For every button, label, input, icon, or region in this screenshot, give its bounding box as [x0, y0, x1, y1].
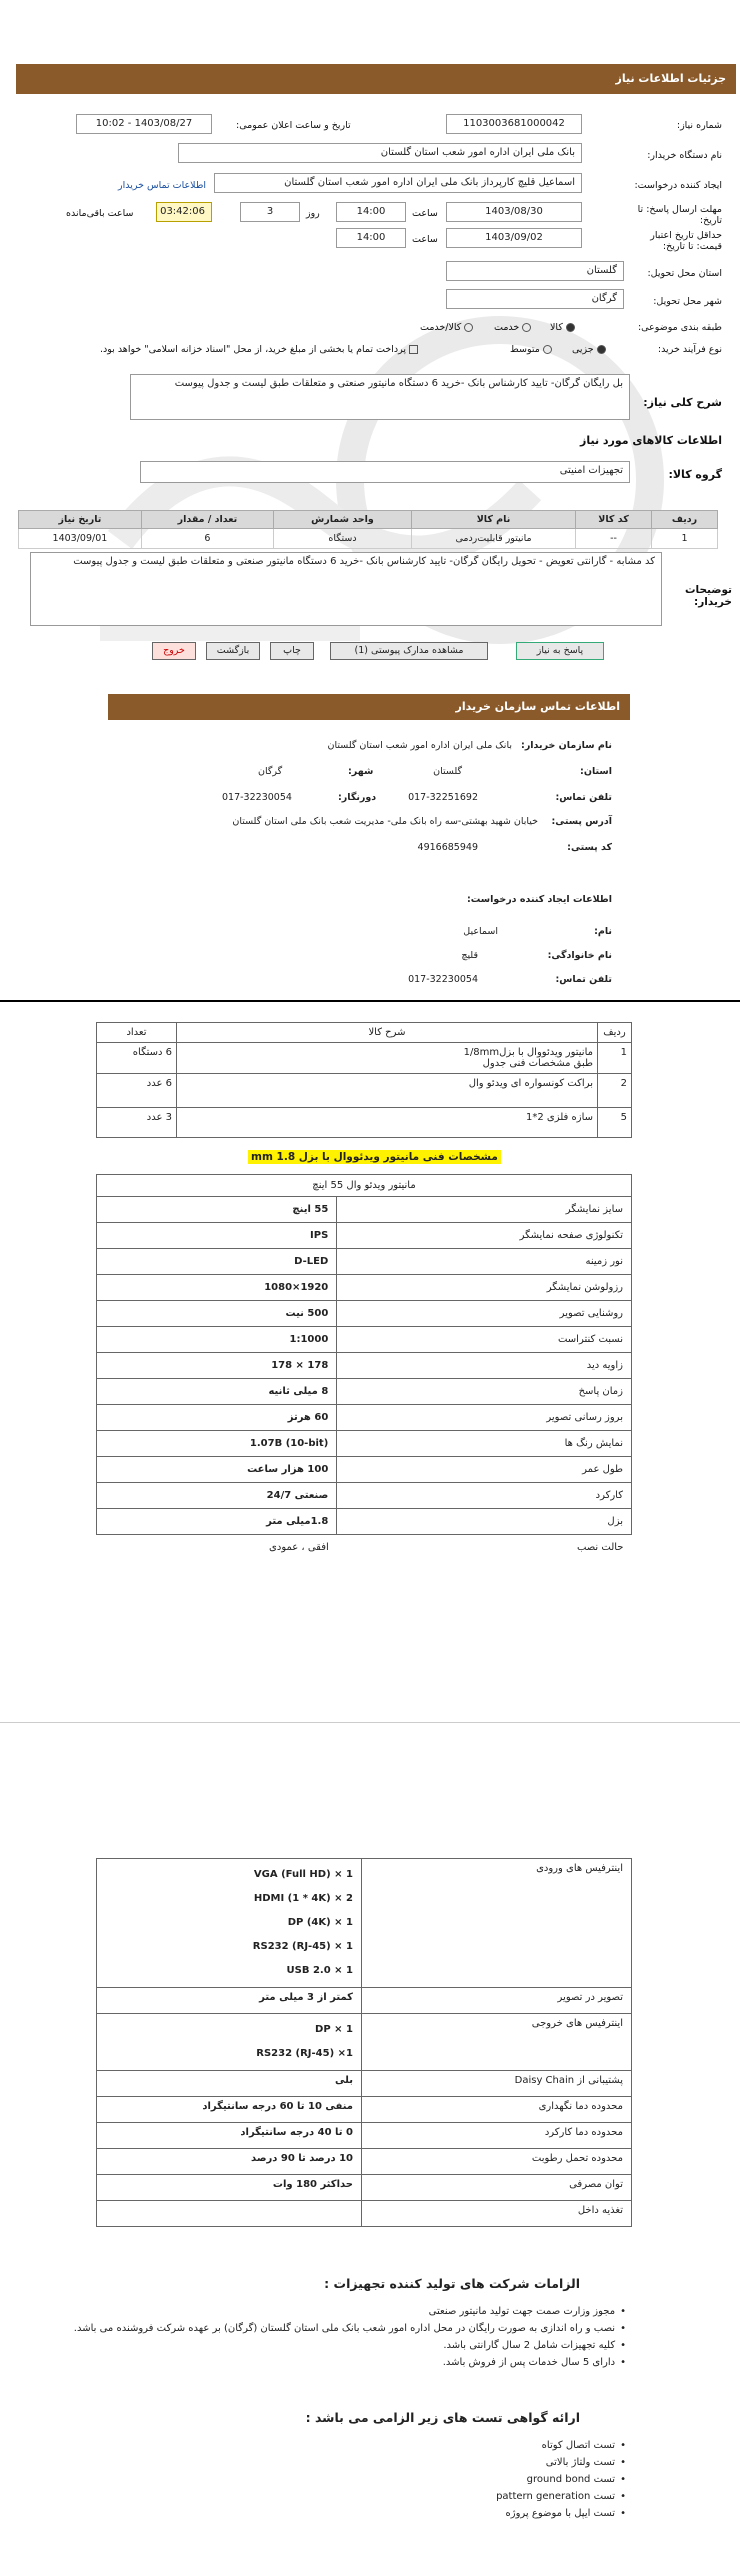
creator-name-value: اسماعیل: [463, 926, 498, 937]
goods-cell: 1403/09/01: [19, 529, 142, 549]
attach-cell: مانیتور ویدئووال با بزل1/8mm طبق مشخصات فنی جدول: [177, 1043, 598, 1074]
goods-group-field: تجهیزات امنیتی: [140, 461, 630, 483]
table-row: رزولوشن نمایشگر 1920×1080: [97, 1275, 632, 1301]
spec-table: [96, 1174, 632, 1561]
goods-cell: 1: [652, 529, 718, 549]
need-number-field: 1103003681000042: [446, 114, 582, 134]
buyer-field: بانک ملی ایران اداره امور شعب استان گلستان: [178, 143, 582, 163]
table-row: تکنولوژی صفحه نمایشگر IPS: [97, 1223, 632, 1249]
list-item: • نصب و راه اندازی به صورت رایگان در محل اداره امور شعب بانک ملی استان گلستان (گرگان) بر عهده شرکت فروشنده می باشد.: [66, 2323, 626, 2334]
table-row: نسبت کنتراست 1:1000: [97, 1327, 632, 1353]
table-row: توان مصرفی حداکثر 180 وات: [97, 2175, 632, 2201]
list-item: • دارای 5 سال خدمات پس از فروش باشد.: [66, 2357, 626, 2368]
province-label: استان محل تحویل:: [647, 268, 722, 279]
table-row: سایز نمایشگر 55 اینچ: [97, 1197, 632, 1223]
table-row: محدوده دما کارکرد 0 تا 40 درجه سانتیگراد: [97, 2123, 632, 2149]
announce-field: 1403/08/27 - 10:02: [76, 114, 212, 134]
goods-cell: --: [575, 529, 651, 549]
goods-header: نام کالا: [412, 511, 576, 529]
requirements-list: [66, 2306, 626, 2374]
creator-family-label: نام خانوادگی:: [547, 950, 612, 961]
contact-province-value: گلستان: [433, 766, 462, 777]
attach-cell: 6 عدد: [97, 1074, 177, 1108]
contact-city-label: شهر:: [348, 766, 374, 777]
table-row: بروز رسانی تصویر 60 هرتز: [97, 1405, 632, 1431]
creator-phone-label: تلفن تماس:: [555, 974, 612, 985]
category-label: طبقه بندی موضوعی:: [637, 322, 722, 333]
contact-org-label: نام سازمان خریدار:: [521, 740, 612, 751]
goods-cell: دستگاه: [273, 529, 411, 549]
table-row: محدوده دما نگهداری منفی 10 تا 60 درجه سانتیگراد: [97, 2097, 632, 2123]
contact-postal-label: کد پستی:: [567, 842, 612, 853]
table-row: حالت نصب افقی ، عمودی: [269, 1542, 624, 1554]
contact-postal-value: 4916685949: [417, 842, 478, 853]
table-row: روشنایی تصویر 500 نیت: [97, 1301, 632, 1327]
print-button[interactable]: چاپ: [270, 642, 314, 660]
goods-cell: مانیتور قابلیت‌ردمی: [412, 529, 576, 549]
goods-header: کد کالا: [575, 511, 651, 529]
spec-table-2: [96, 1858, 632, 2227]
table-row: نمایش رنگ ها 1.07B (10-bit): [97, 1431, 632, 1457]
table-row: [19, 529, 718, 549]
contact-fax-label: دورنگار:: [338, 792, 377, 803]
requirements-title: الزامات شرکت های تولید کننده تجهیزات :: [324, 2276, 580, 2291]
day-label: روز: [306, 208, 320, 219]
creator-name-label: نام:: [594, 926, 612, 937]
contact-org-value: بانک ملی ایران اداره امور شعب استان گلستان: [327, 740, 512, 751]
buyer-contact-link[interactable]: اطلاعات تماس خریدار: [118, 180, 207, 191]
province-field: گلستان: [446, 261, 624, 281]
contact-fax-value: 017-32230054: [222, 792, 292, 803]
deadline-label: مهلت ارسال پاسخ: تا تاریخ:: [637, 204, 722, 226]
contact-section-title: اطلاعات تماس سازمان خریدار: [108, 694, 630, 720]
tests-list: [326, 2440, 626, 2525]
list-item: • تست اتصال کوتاه: [326, 2440, 626, 2451]
buyer-notes-textarea: کد مشابه - گارانتی تعویض - تحویل رایگان گرگان- تایید کارشناس بانک -خرید 6 دستگاه مانیتور صنعتی و متعلقات طبق لیست و جدول پیوست: [30, 552, 662, 626]
city-label: شهر محل تحویل:: [653, 296, 722, 307]
buyer-label: نام دستگاه خریدار:: [647, 150, 722, 161]
creator-label: ایجاد کننده درخواست:: [634, 180, 722, 191]
attach-header: تعداد: [97, 1023, 177, 1043]
attach-cell: براکت کونسواره ای ویدئو وال: [177, 1074, 598, 1108]
attach-cell: 5: [598, 1108, 632, 1138]
table-row: اینترفیس های ورودی 1 × VGA (Full HD) 2 × HDMI (1 * 4K) 1 × DP (4K) 1 × RS232 (RJ-45) 1 × USB 2.0: [97, 1859, 632, 1988]
remaining-timer: 03:42:06: [156, 202, 212, 222]
back-button[interactable]: بازگشت: [206, 642, 260, 660]
process-medium-radio[interactable]: متوسط: [510, 344, 552, 355]
deadline-time-field: 14:00: [336, 202, 406, 222]
creator-phone-value: 017-32230054: [408, 974, 478, 985]
goods-header: ردیف: [652, 511, 718, 529]
list-item: • کلیه تجهیزات شامل 2 سال گارانتی باشد.: [66, 2340, 626, 2351]
contact-address-value: خیابان شهید بهشتی-سه راه بانک ملی- مدیریت شعب بانک ملی استان گلستان: [232, 816, 538, 827]
buyer-notes-label: توضیحات خریدار:: [684, 584, 732, 608]
attach-header: شرح کالا: [177, 1023, 598, 1043]
goods-table: [18, 510, 718, 549]
table-row: طول عمر 100 هزار ساعت: [97, 1457, 632, 1483]
attach-header: ردیف: [598, 1023, 632, 1043]
deadline-time-label: ساعت: [412, 208, 438, 219]
days-field: 3: [240, 202, 300, 222]
table-row: محدوده تحمل رطوبت 10 درصد تا 90 درصد: [97, 2149, 632, 2175]
contact-phone-label: تلفن تماس:: [555, 792, 612, 803]
table-row: بزل 1.8میلی متر: [97, 1509, 632, 1535]
table-row: زاویه دید 178 × 178: [97, 1353, 632, 1379]
process-partial-radio[interactable]: جزیی: [572, 344, 606, 355]
announce-label: تاریخ و ساعت اعلان عمومی:: [236, 120, 351, 131]
tests-title: ارائه گواهی تست های زیر الزامی می باشد :: [305, 2410, 580, 2425]
table-row: پشتیبانی از Daisy Chain بلی: [97, 2071, 632, 2097]
list-item: • تست ground bond: [326, 2474, 626, 2485]
need-number-label: شماره نیاز:: [676, 120, 722, 131]
validity-label: حداقل تاریخ اعتبار قیمت: تا تاریخ:: [650, 230, 722, 252]
creator-family-value: قلیچ: [461, 950, 478, 961]
table-row: زمان پاسخ 8 میلی ثانیه: [97, 1379, 632, 1405]
attach-cell: 6 دستگاه: [97, 1043, 177, 1074]
goods-header: تعداد / مقدار: [141, 511, 273, 529]
contact-province-label: استان:: [580, 766, 612, 777]
process-label: نوع فرآیند خرید:: [657, 344, 722, 355]
goods-header: تاریخ نیاز: [19, 511, 142, 529]
category-both-radio[interactable]: کالا/خدمت: [420, 322, 473, 333]
contact-address-label: آدرس پستی:: [551, 816, 612, 827]
attachment-table: [96, 1022, 632, 1138]
reply-button[interactable]: پاسخ به نیاز: [516, 642, 604, 660]
creator-section-title: اطلاعات ایجاد کننده درخواست:: [466, 894, 612, 905]
table-row: تصویر در تصویر کمتر از 3 میلی متر: [97, 1988, 632, 2014]
goods-header: واحد شمارش: [273, 511, 411, 529]
validity-time-field: 14:00: [336, 228, 406, 248]
remaining-label: ساعت باقی‌مانده: [66, 208, 134, 219]
contact-phone-value: 017-32251692: [408, 792, 478, 803]
list-item: • مجوز وزارت صمت جهت تولید مانیتور صنعتی: [66, 2306, 626, 2317]
attach-cell: سازه فلزی 2*1: [177, 1108, 598, 1138]
attach-cell: 1: [598, 1043, 632, 1074]
list-item: • تست ولتاژ بالاتی: [326, 2457, 626, 2468]
deadline-date-field: 1403/08/30: [446, 202, 582, 222]
table-row: [97, 1108, 632, 1138]
page-header: جزئیات اطلاعات نیاز: [16, 64, 736, 94]
treasury-checkbox[interactable]: پرداخت تمام یا بخشی از مبلغ خرید، از محل "اسناد خزانه اسلامی" خواهد بود.: [100, 344, 418, 355]
view-docs-button[interactable]: مشاهده مدارک پیوستی (1): [330, 642, 488, 660]
table-row: [97, 1074, 632, 1108]
summary-label: شرح کلی نیاز:: [643, 396, 722, 409]
spec-title: مشخصات فنی مانیتور ویدئووال با بزل 1.8 mm: [248, 1150, 501, 1164]
category-goods-radio[interactable]: کالا: [550, 322, 575, 333]
category-service-radio[interactable]: خدمت: [494, 322, 531, 333]
goods-group-label: گروه کالا:: [668, 468, 722, 481]
table-row: اینترفیس های خروجی 1 × DP 1× RS232 (RJ-45): [97, 2014, 632, 2071]
creator-field: اسماعیل قلیچ کارپرداز بانک ملی ایران اداره امور شعب استان گلستان: [214, 173, 582, 193]
table-row: تغذیه داخل: [97, 2201, 632, 2227]
validity-time-label: ساعت: [412, 234, 438, 245]
attach-cell: 3 عدد: [97, 1108, 177, 1138]
attach-cell: 2: [598, 1074, 632, 1108]
contact-city-value: گرگان: [258, 766, 283, 777]
table-row: نور زمینه D-LED: [97, 1249, 632, 1275]
city-field: گرگان: [446, 289, 624, 309]
goods-cell: 6: [141, 529, 273, 549]
validity-date-field: 1403/09/02: [446, 228, 582, 248]
goods-section-title: اطلاعات کالاهای مورد نیاز: [580, 434, 722, 447]
summary-textarea: بل رایگان گرگان- تایید کارشناس بانک -خرید 6 دستگاه مانیتور صنعتی و متعلقات طبق لیست و جدول پیوست: [130, 374, 630, 420]
spec-subtitle: مانیتور ویدئو وال 55 اینچ: [97, 1175, 632, 1197]
table-row: [97, 1043, 632, 1074]
table-row: کارکرد صنعتی 24/7: [97, 1483, 632, 1509]
page-divider: [0, 1000, 740, 1002]
list-item: • تست ایپل با موضوع پروژه: [326, 2508, 626, 2519]
page-divider: [0, 1722, 740, 1723]
exit-button[interactable]: خروج: [152, 642, 196, 660]
list-item: • تست pattern generation: [326, 2491, 626, 2502]
